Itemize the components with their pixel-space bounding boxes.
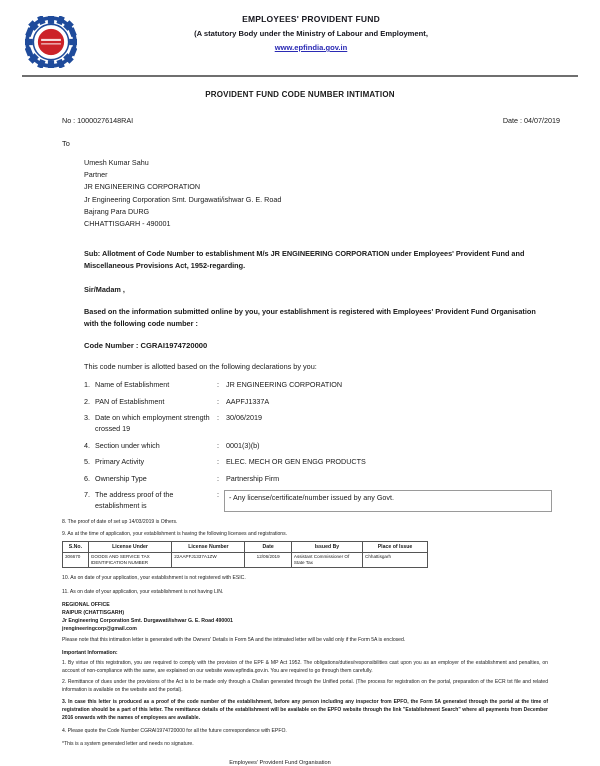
addressee-block [62, 157, 552, 230]
declaration-label: Section under which [95, 440, 160, 450]
declaration-item [84, 380, 552, 391]
to-label: To [62, 139, 70, 148]
system-generated-note: *This is a system generated letter and needs no signature. [62, 741, 194, 748]
declaration-label: PAN of Establishment [95, 396, 165, 406]
declaration-label: The address proof of the establishment is [95, 490, 174, 510]
column-header-license-under: License Under [88, 541, 172, 552]
declaration-item [84, 474, 552, 485]
declaration-colon: : [217, 490, 219, 500]
address-line: Umesh Kumar Sahu [84, 158, 149, 167]
declaration-value: 30/06/2019 [226, 413, 262, 423]
salutation: Sir/Madam , [84, 285, 125, 295]
table-header-row [63, 541, 428, 552]
declaration-item [84, 413, 552, 434]
cell-date: 12/06/2019 [245, 552, 291, 567]
reference-date: Date : 04/07/2019 [502, 116, 560, 125]
regional-office-line: Jr Engineering Corporation Smt. Durgawati/ishwar G. E. Road 490001 [62, 617, 233, 624]
declaration-label: Primary Activity [95, 457, 145, 467]
note-10: 10. As on date of your application, your establishment is not registered with ESIC. [62, 574, 246, 581]
important-information-heading: Important Information: [62, 649, 118, 656]
declaration-label: Name of Establishment [95, 380, 170, 390]
cell-issued-by: Assistant Commissioner Of State Tax [291, 552, 362, 567]
address-line: CHHATTISGARH - 490001 [84, 219, 171, 229]
regional-office-block [0, 601, 600, 634]
declaration-number: 4. [84, 440, 90, 450]
code-number-line: Code Number : CGRAI1974720000 [84, 341, 208, 351]
column-header-date: Date [245, 541, 291, 552]
regional-office-email[interactable]: jrengineeringcorp@gmail.com [62, 626, 137, 633]
address-line: Bajrang Para DURG [84, 206, 150, 216]
cell-sno: 306670 [63, 552, 89, 567]
important-item-2: 2. Remittance of dues under the provisions of the Act is to be made only through a Challan generated through the Unified portal. (The process for registration on the portal, preparation of the ECR txt file and related information is available on the website and the portal). [62, 679, 548, 693]
declaration-colon: : [217, 380, 219, 390]
declaration-item [84, 457, 552, 468]
important-item-3: 3. In case this letter is produced as a proof of the code number of the establishment, before any person including any inspector from EPFO, the Form 5A generated through the portal at the time of registration should be a part of this letter. The remittance details of the establishment will be available on the EPFO website through the link "Establishment Search" where all payments from December 2016 onwards with the names of employees are available. [62, 699, 548, 721]
reference-number: No : 10000276148RAI [62, 116, 134, 125]
declarations-list [62, 380, 552, 511]
declaration-value: JR ENGINEERING CORPORATION [226, 380, 343, 390]
regional-office-line: REGIONAL OFFICE [62, 601, 110, 608]
form5a-note: Please note that this intimation letter is generated with the Owners' Details in Form 5A and the intimated letter will be valid only if the Form 5A is enclosed. [62, 637, 406, 644]
address-line: JR ENGINEERING CORPORATION [84, 182, 201, 192]
declaration-value: AAPFJ1337A [226, 396, 270, 406]
header-text-block [82, 14, 580, 52]
document-title: PROVIDENT FUND CODE NUMBER INTIMATION [205, 90, 395, 99]
table-row [63, 552, 428, 567]
declaration-value: 0001(3)(b) [226, 440, 260, 450]
intro-paragraph: Based on the information submitted online by you, your establishment is registered with Employees' Provident Fund Organisation with the following code number : [84, 307, 536, 328]
epfo-logo [25, 16, 77, 68]
important-item-1: 1. By virtue of this registration, you are required to comply with the provision of the EPF & MP Act 1952. The obligations/duties/responsibilities cast upon you as an employer of the establishment and penalties, on account of non-compliance with the same, are explained on our website www.epfindia.gov.in. You are required to go through them carefully. [62, 659, 548, 674]
declaration-number: 7. [84, 490, 90, 500]
declaration-item [84, 397, 552, 408]
declarations-intro: This code number is allotted based on the following declarations by you: [84, 362, 317, 372]
declaration-value: Partnership Firm [226, 473, 280, 483]
license-table-wrapper [0, 541, 600, 568]
note-9: 9. As at the time of application, your establishment is having the following licenses and registrations. [62, 530, 288, 537]
declaration-colon: : [217, 473, 219, 483]
cell-place-of-issue: Chhattisgarh [363, 552, 428, 567]
column-header-issued-by: Issued By [291, 541, 362, 552]
declaration-label: Ownership Type [95, 473, 147, 483]
organisation-subtitle: (A statutory Body under the Ministry of Labour and Employment, [194, 29, 428, 38]
organisation-title: EMPLOYEES' PROVIDENT FUND [242, 14, 380, 24]
regional-office-line: RAIPUR (CHATTISGARH) [62, 609, 125, 616]
document-body [0, 139, 600, 512]
note-11: 11. As on date of your application, your establishment is not having LIN. [62, 588, 224, 595]
cell-license-under: GOODS AND SERVICE TAX IDENTIFICATION NUMBER [88, 552, 172, 567]
column-header-sno: S.No. [63, 541, 89, 552]
reference-row [0, 116, 600, 125]
declaration-label: Date on which employment strength crossed 19 [95, 413, 210, 433]
declaration-item [84, 490, 552, 511]
document-header [0, 0, 600, 68]
declaration-value: ELEC. MECH OR GEN ENGG PRODUCTS [226, 457, 366, 467]
column-header-place-of-issue: Place of Issue [363, 541, 428, 552]
declaration-number: 5. [84, 457, 90, 467]
declaration-number: 1. [84, 380, 90, 390]
logo-container [20, 14, 82, 68]
subject-line: Sub: Allotment of Code Number to establishment M/s JR ENGINEERING CORPORATION under Employees' Provident Fund and Miscellaneous Provisions Act, 1952-regarding. [84, 249, 525, 270]
declaration-colon: : [217, 413, 219, 423]
declaration-number: 2. [84, 396, 90, 406]
address-line: Partner [84, 170, 108, 180]
declaration-colon: : [217, 457, 219, 467]
epfindia-website-link[interactable]: www.epfindia.gov.in [274, 43, 348, 52]
cell-license-number: 22AAPFJ1337A1ZW [172, 552, 245, 567]
column-header-license-number: License Number [172, 541, 245, 552]
address-proof-box: - Any license/certificate/number issued by any Govt. [224, 490, 552, 511]
declaration-colon: : [217, 440, 219, 450]
page-tail-artifact [36, 593, 37, 599]
declaration-number: 3. [84, 413, 90, 423]
declaration-colon: : [217, 396, 219, 406]
address-line: Jr Engineering Corporation Smt. Durgawati/ishwar G. E. Road [84, 194, 282, 204]
declaration-item [84, 441, 552, 452]
declaration-number: 6. [84, 473, 90, 483]
closing-item-4: 4. Please quote the Code Number CGRAI1974720000 for all the future correspondence with EPFO. [62, 728, 287, 735]
note-8: 8. The proof of date of set up 14/03/2019 is Others. [62, 518, 178, 525]
signature-line: Employees' Provident Fund Organisation [229, 760, 331, 766]
header-divider [22, 75, 578, 77]
license-table [62, 541, 428, 568]
